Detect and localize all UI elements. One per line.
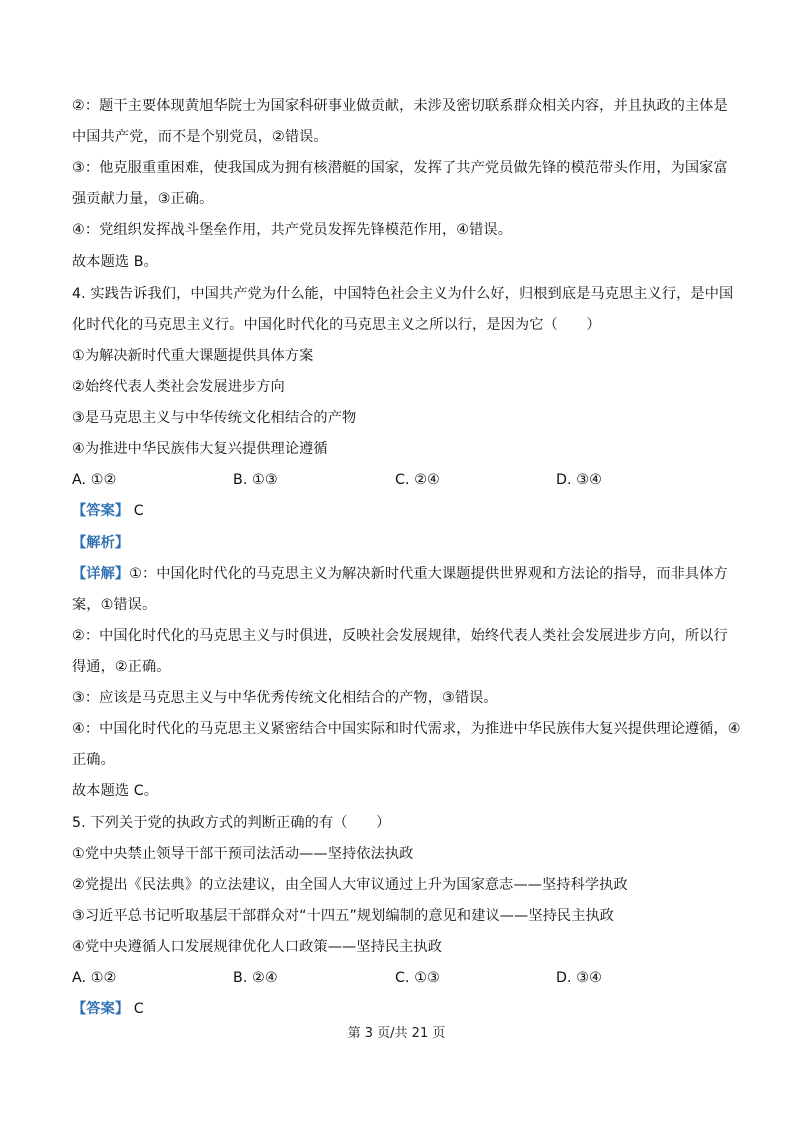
analysis-tag: 【解析】 xyxy=(72,535,130,551)
page-footer: 第 3 页/共 21 页 xyxy=(347,1026,446,1041)
question-4-stem: 4. 实践告诉我们，中国共产党为什么能，中国特色社会主义为什么好，归根到底是马克思主义行，是中国 xyxy=(72,286,734,302)
text-line: ②：题干主要体现黄旭华院士为国家科研事业做贡献，未涉及密切联系群众相关内容，并且执政的主体是 xyxy=(72,98,728,114)
text-line: ③：他克服重重困难，使我国成为拥有核潜艇的国家，发挥了共产党员做先锋的模范带头作用，为国家富 xyxy=(72,160,728,176)
text-line: ③：应该是马克思主义与中华优秀传统文化相结合的产物，③错误。 xyxy=(72,690,498,706)
question-5-stem: 5. 下列关于党的执政方式的判断正确的有（ ） xyxy=(72,815,391,831)
option-c: C. ②④ xyxy=(395,472,440,488)
detail-text: ①：中国化时代化的马克思主义为解决新时代重大课题提供世界观和方法论的指导，而非具体方 xyxy=(129,566,728,582)
option-d: D. ③④ xyxy=(556,970,602,986)
text-line: 正确。 xyxy=(72,752,115,768)
question-5-item: ②党提出《民法典》的立法建议，由全国人大审议通过上升为国家意志——坚持科学执政 xyxy=(72,877,628,893)
question-4-item: ③是马克思主义与中华传统文化相结合的产物 xyxy=(72,410,357,426)
answer-tag: 【答案】 xyxy=(72,1001,130,1017)
text-line: 中国共产党，而不是个别党员，②错误。 xyxy=(72,129,328,145)
answer-value: C xyxy=(133,503,144,519)
text-line: 强贡献力量，③正确。 xyxy=(72,191,214,207)
detail-tag: 【详解】 xyxy=(72,566,130,582)
answer-line xyxy=(72,501,723,521)
question-4-item: ①为解决新时代重大课题提供具体方案 xyxy=(72,348,314,364)
question-4-item: ④为推进中华民族伟大复兴提供理论遵循 xyxy=(72,441,328,457)
question-4-stem: 化时代化的马克思主义行。中国化时代化的马克思主义之所以行，是因为它（ ） xyxy=(72,317,601,333)
text-line: 故本题选 C。 xyxy=(72,783,159,799)
option-a: A. ①② xyxy=(72,970,117,986)
text-line: ②：中国化时代化的马克思主义与时俱进，反映社会发展规律，始终代表人类社会发展进步方向，所以行 xyxy=(72,628,728,644)
question-5-item: ①党中央禁止领导干部干预司法活动——坚持依法执政 xyxy=(72,846,414,862)
question-5-item: ③习近平总书记听取基层干部群众对“十四五”规划编制的意见和建议——坚持民主执政 xyxy=(72,908,615,924)
text-line: ④：党组织发挥战斗堡垒作用，共产党员发挥先锋模范作用，④错误。 xyxy=(72,222,512,238)
question-5-item: ④党中央遵循人口发展规律优化人口政策——坚持民主执政 xyxy=(72,939,443,955)
answer-line xyxy=(72,999,723,1019)
question-4-item: ②始终代表人类社会发展进步方向 xyxy=(72,379,285,395)
detail-line xyxy=(72,564,728,584)
text-line: 得通，②正确。 xyxy=(72,659,171,675)
option-b: B. ②④ xyxy=(233,970,278,986)
option-d: D. ③④ xyxy=(556,472,602,488)
text-line: 故本题选 B。 xyxy=(72,254,158,270)
option-c: C. ①③ xyxy=(395,970,440,986)
text-line: ④：中国化时代化的马克思主义紧密结合中国实际和时代需求，为推进中华民族伟大复兴提供理论遵循，④ xyxy=(72,721,741,737)
answer-value: C xyxy=(133,1001,144,1017)
text-line: 案，①错误。 xyxy=(72,597,157,613)
option-b: B. ①③ xyxy=(233,472,278,488)
option-a: A. ①② xyxy=(72,472,117,488)
answer-tag: 【答案】 xyxy=(72,503,130,519)
analysis-line xyxy=(72,533,723,553)
